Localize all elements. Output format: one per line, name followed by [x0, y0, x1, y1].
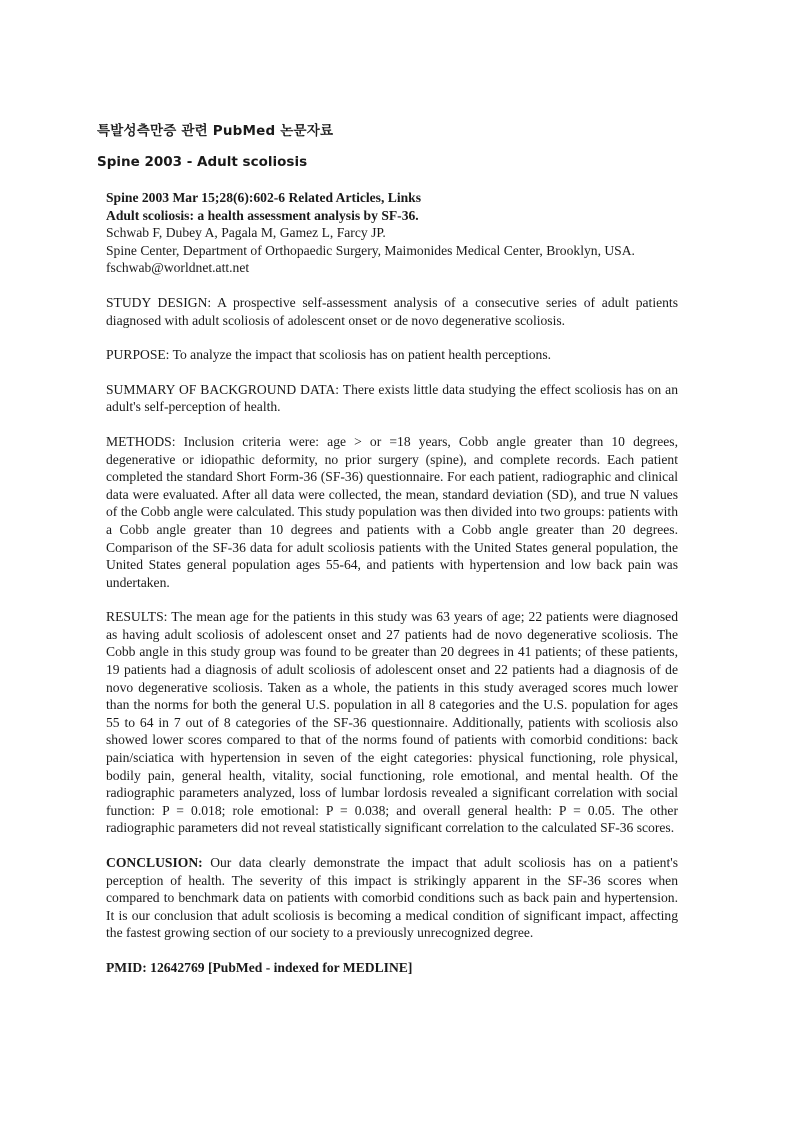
section-purpose: PURPOSE: To analyze the impact that scoliosis has on patient health perceptions. [106, 347, 552, 363]
article-email: fschwab@worldnet.att.net [106, 260, 250, 276]
section-conclusion [106, 854, 678, 942]
section-study-design: STUDY DESIGN: A prospective self-assessment analysis of a consecutive series of adult patients diagnosed with adult scoliosis of adolescent onset or de novo degenerative scoliosis. [106, 294, 678, 328]
article-body [106, 189, 678, 977]
pmid-line: PMID: 12642769 [PubMed - indexed for MEDLINE] [106, 959, 413, 975]
section-results: RESULTS: The mean age for the patients in this study was 63 years of age; 22 patients were diagnosed as having adult scoliosis of adolescent onset and 27 patients had de novo degenerative scoliosis. The Cobb angle in this study group was found to be greater than 20 degrees in 41 patients; of these patients, 19 patients had a diagnosis of adult scoliosis of adolescent onset and 22 patients had a diagnosis of de novo degenerative scoliosis. Taken as a whole, the patients in this study averaged scores much lower than the norms for both the general U.S. population in all 8 categories and the U.S. population for ages 55 to 64 in 7 out of 8 categories of the SF-36 questionnaire. Additionally, patients with scoliosis also showed lower scores compared to that of the norms found of patients with comorbid conditions: back pain/sciatica with hypertension in seven of the eight categories: physical functioning, role physical, bodily pain, general health, vitality, social functioning, role emotional, and mental health. Of the radiographic parameters analyzed, loss of lumbar lordosis revealed a significant correlation with social function: P = 0.018; role emotional: P = 0.038; and overall general health: P = 0.05. The other radiographic parameters did not reveal statistically significant correlation to the calculated SF-36 scores. [106, 609, 678, 836]
section-methods: METHODS: Inclusion criteria were: age > or =18 years, Cobb angle greater than 10 degrees, degenerative or idiopathic deformity, no prior surgery (spine), and complete records. Each patient completed the standard Short Form-36 (SF-36) questionnaire. For each patient, radiographic and clinical data were evaluated. After all data were collected, the mean, standard deviation (SD), and true N values of the Cobb angle were calculated. This study population was then divided into two groups: patients with a Cobb angle greater than 10 degrees and patients with a Cobb angle greater than 20 degrees. Comparison of the SF-36 data for adult scoliosis patients with the United States general population, the United States general population ages 55-64, and patients with hypertension and low back pain was undertaken. [106, 433, 678, 590]
page-title: 특발성측만증 관련 PubMed 논문자료 [97, 123, 334, 139]
section-summary: SUMMARY OF BACKGROUND DATA: There exists little data studying the effect scoliosis has on an adult's self-perception of health. [106, 381, 678, 415]
article-authors: Schwab F, Dubey A, Pagala M, Gamez L, Farcy JP. [106, 225, 386, 241]
article-title: Adult scoliosis: a health assessment analysis by SF-36. [106, 207, 419, 223]
conclusion-text: Our data clearly demonstrate the impact that adult scoliosis has on a patient's perception of health. The severity of this impact is strikingly apparent in the SF-36 scores when compared to benchmark data on patients with comorbid conditions such as back pain and hypertension. It is our conclusion that adult scoliosis is becoming a medical condition of significant impact, affecting the fastest growing section of our society to a previously unrecognized degree. [106, 855, 678, 941]
page-subtitle: Spine 2003 - Adult scoliosis [97, 154, 308, 170]
article-citation: Spine 2003 Mar 15;28(6):602-6 Related Articles, Links [106, 190, 422, 205]
conclusion-label: CONCLUSION: [106, 855, 203, 870]
article-affiliation: Spine Center, Department of Orthopaedic Surgery, Maimonides Medical Center, Brooklyn, USA. [106, 242, 635, 258]
